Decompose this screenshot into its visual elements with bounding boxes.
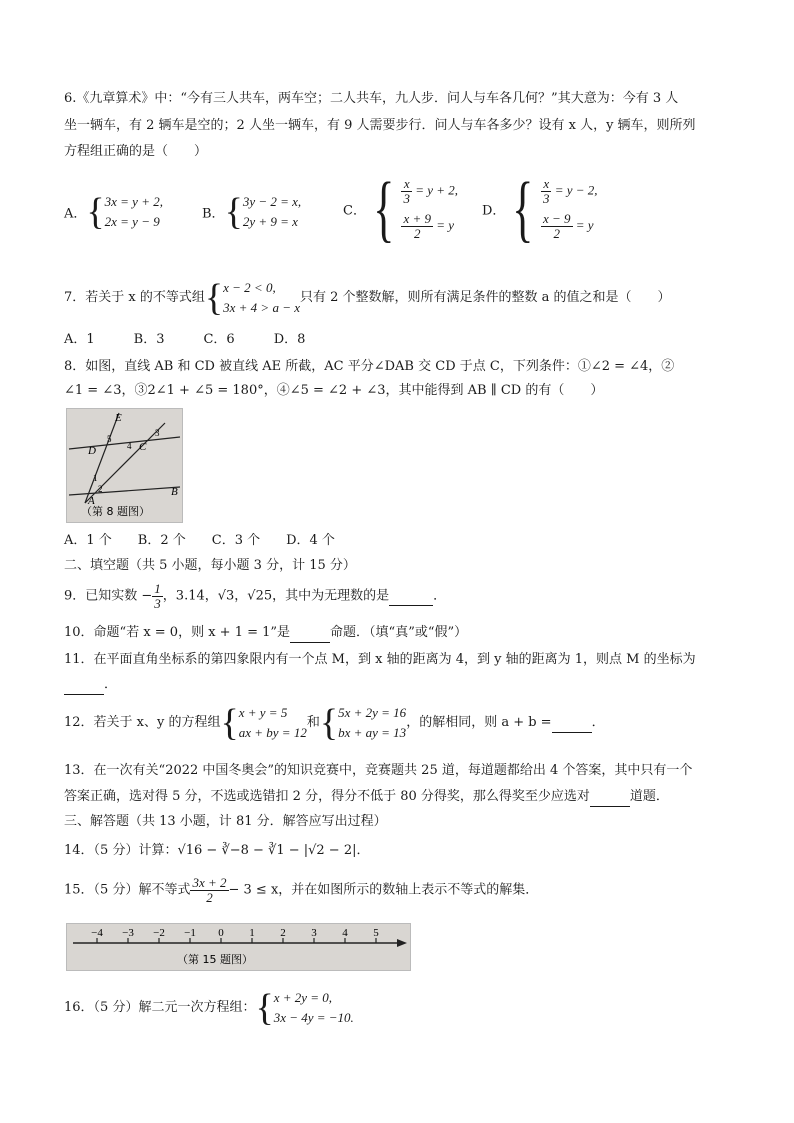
option-d-eq2-rest: = y (572, 217, 594, 233)
label-angle-1: 1 (93, 473, 98, 483)
option-c-eq1-rest: = y + 2, (411, 182, 459, 198)
q13-answer-blank[interactable] (590, 788, 630, 807)
q12-pre: 12．若关于 x、y 的方程组 (64, 715, 221, 730)
q11-line2 (64, 676, 117, 695)
section2-heading: 二、填空题（共 5 小题，每小题 3 分，计 15 分） (64, 558, 356, 573)
q12-post: ，的解相同，则 a + b = (406, 715, 552, 730)
q14-stem: 14．（5 分）计算：√16 − ∛−8 − ∛1 − |√2 − 2|． (64, 843, 370, 858)
number-line-arrow (397, 939, 407, 947)
number-line-tick-label: 0 (218, 927, 224, 939)
q15-figure-caption: （第 15 题图） (177, 953, 253, 966)
option-d-label: D． (482, 203, 506, 219)
q12-sys1-eq1: x + y = 5 (238, 705, 288, 720)
q6-line3: 方程组正确的是（ ） (64, 144, 208, 159)
option-c-frac2-num: x + 9 (403, 211, 432, 226)
q11-line1: 11．在平面直角坐标系的第四象限内有一个点 M，到 x 轴的距离为 4，到 y 轴的距离为 1，则点 M 的坐标为 (64, 652, 696, 667)
section3-heading: 三、解答题（共 13 小题，计 81 分．解答应写出过程） (64, 814, 387, 829)
line-ab (69, 487, 180, 495)
option-a-label: A． (64, 206, 87, 222)
q7-stem: 7．若关于 x 的不等式组{ x − 2 < 0, 3x + 4 > a − x 只有 2 个整数解，则所有满足条件的整数 a 的值之和是（ ） (64, 277, 671, 319)
q6-line1: 6.《九章算术》中：“今有三人共车，两车空；二人共车，九人步．问人与车各几何？”其大意为：今有 3 人 (64, 91, 679, 106)
q8-figure-caption: （第 8 题图） (81, 505, 150, 518)
q13-line2 (64, 788, 669, 807)
number-line-tick-label: 1 (249, 927, 255, 939)
q8-line1: 8．如图，直线 AB 和 CD 被直线 AE 所截，AC 平分∠DAB 交 CD 于点 C，下列条件：①∠2 = ∠4，② (64, 359, 675, 374)
q13-line2-text: 答案正确，选对得 5 分，不选或选错扣 2 分，得分不低于 80 分得奖，那么得奖至少应选对 (64, 789, 590, 804)
q9-stem (64, 582, 446, 611)
q16-eq1: x + 2y = 0, (273, 990, 333, 1005)
q10-answer-blank[interactable] (290, 624, 330, 643)
number-line-svg (67, 924, 410, 970)
q15-stem (64, 876, 538, 905)
label-angle-4: 4 (127, 441, 132, 451)
q9-post: ． (433, 588, 447, 604)
number-line-tick-label: −1 (184, 927, 196, 939)
q10-post: 命题．（填“真”或“假”） (330, 625, 468, 640)
q8-options: A．1 个 B．2 个 C．3 个 D．4 个 (64, 533, 335, 548)
label-e: E (115, 412, 122, 424)
option-c-eq2-rest: = y (433, 217, 455, 233)
q6-line2: 坐一辆车，有 2 辆车是空的；2 人坐一辆车，有 9 人需要步行．问人与车各多少？设有 x 人，y 辆车，则所列 (64, 118, 696, 133)
label-angle-2: 2 (98, 484, 103, 494)
line-cd (69, 437, 180, 449)
q6-option-a: A．{ 3x = y + 2, 2x = y − 9 (64, 191, 163, 233)
option-d-frac2-num: x − 9 (542, 211, 571, 226)
q16-eq2: 3x − 4y = −10. (273, 1010, 354, 1025)
option-b-eq2: 2y + 9 = x (242, 214, 298, 229)
option-d-frac2-den: 2 (553, 226, 560, 241)
q6-option-b: B．{ 3y − 2 = x, 2y + 9 = x (202, 191, 302, 233)
q15-post: − 3 ≤ x，并在如图所示的数轴上表示不等式的解集． (228, 882, 539, 898)
option-a-eq1: 3x = y + 2, (104, 194, 163, 209)
q15-number-line-figure (66, 923, 411, 971)
q11-answer-blank[interactable] (64, 676, 104, 695)
q15-frac-den: 2 (206, 890, 213, 905)
q10-stem (64, 624, 467, 643)
q12-end: ． (591, 715, 605, 730)
q6-option-c: C．{ $\frac{x}{3}$ = y + 2, $\frac{x + 9}{2}$ = y (343, 168, 459, 250)
number-line-tick-label: 3 (311, 927, 317, 939)
option-c-frac1-den: 3 (403, 191, 410, 206)
option-b-label: B． (202, 206, 225, 222)
q7-options: A．1 B．3 C．6 D．8 (64, 332, 306, 347)
label-d: D (88, 445, 96, 457)
q7-eq1: x − 2 < 0, (223, 280, 276, 295)
label-angle-5: 5 (107, 434, 112, 444)
q6-option-d: D．{ $\frac{x}{3}$ = y − 2, $\frac{x - 9}{2}$ = y (482, 168, 598, 250)
q7-pre: 7．若关于 x 的不等式组 (64, 290, 205, 305)
label-a: A (88, 495, 95, 507)
number-line-tick-label: 4 (342, 927, 348, 939)
q16-pre: 16．（5 分）解二元一次方程组： (64, 1000, 256, 1015)
q10-text: 10．命题“若 x = 0，则 x + 1 = 1”是 (64, 625, 291, 640)
q9-frac-num: 1 (154, 581, 161, 596)
option-d-frac1-num: x (541, 177, 552, 192)
q12-sys2-eq1: 5x + 2y = 16 (338, 705, 407, 720)
option-c-frac1-num: x (401, 177, 412, 192)
option-c-frac2-den: 2 (414, 226, 421, 241)
q12-sys1-eq2: ax + by = 12 (238, 725, 307, 740)
q12-stem: 12．若关于 x、y 的方程组{ x + y = 5 ax + by = 12 和{ 5x + 2y = 16 bx + ay = 13 ，的解相同，则 a + b = ． (64, 702, 605, 744)
option-c-label: C． (343, 203, 366, 219)
q15-frac-num: 3x + 2 (192, 875, 227, 890)
q13-line2-post: 道题． (629, 789, 669, 804)
number-line-tick-label: 5 (373, 927, 379, 939)
q8-line2: ∠1 = ∠3，③2∠1 + ∠5 = 180°，④∠5 = ∠2 + ∠3，其中能得到 AB ∥ CD 的有（ ） (64, 383, 604, 398)
q16-stem: 16．（5 分）解二元一次方程组：{ x + 2y = 0, 3x − 4y = −10. (64, 987, 354, 1029)
label-c: C (139, 441, 147, 453)
q8-figure-svg (67, 409, 182, 522)
number-line-tick-label: −2 (153, 927, 165, 939)
q7-eq2: 3x + 4 > a − x (223, 300, 300, 315)
q9-pre: 9．已知实数 − (64, 588, 153, 604)
number-line-tick-label: −3 (122, 927, 134, 939)
number-line-tick-label: −4 (91, 927, 103, 939)
option-d-frac1-den: 3 (542, 191, 550, 206)
option-a-eq2: 2x = y − 9 (104, 214, 160, 229)
q12-answer-blank[interactable] (552, 714, 592, 733)
q7-post: 只有 2 个整数解，则所有满足条件的整数 a 的值之和是（ ） (299, 290, 671, 305)
q11-line2-text: ． (104, 677, 118, 692)
q9-frac-den: 3 (154, 596, 161, 611)
q13-line1: 13．在一次有关“2022 中国冬奥会”的知识竞赛中，竞赛题共 25 道，每道题都给出 4 个答案，其中只有一个 (64, 763, 693, 778)
label-b: B (171, 486, 178, 498)
q15-pre: 15．（5 分）解不等式 (64, 882, 191, 898)
label-angle-3: 3 (155, 428, 160, 438)
option-b-eq1: 3y − 2 = x, (242, 194, 302, 209)
q12-sys2-eq2: bx + ay = 13 (338, 725, 407, 740)
q8-figure (66, 408, 183, 523)
option-d-eq1-rest: = y − 2, (551, 182, 598, 198)
number-line-tick-label: 2 (280, 927, 286, 939)
q12-mid: 和 (306, 715, 320, 730)
q9-mid: ，3.14，√3，√25，其中为无理数的是 (162, 588, 390, 604)
q9-answer-blank[interactable] (389, 587, 433, 606)
